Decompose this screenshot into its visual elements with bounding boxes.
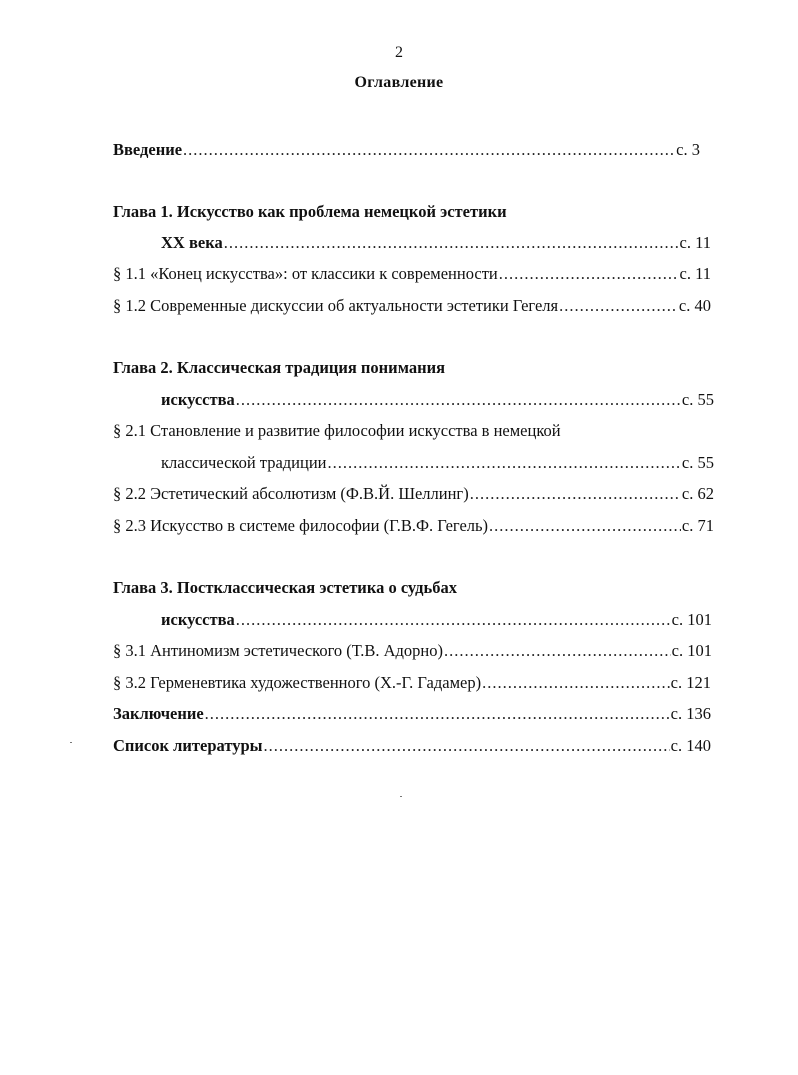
toc-entry-page: с. 55 — [681, 453, 714, 472]
toc-section-2-1-title: § 2.1 Становление и развитие философии искусства в немецкой — [113, 421, 561, 440]
toc-entry-label: искусства — [161, 610, 235, 629]
toc-chapter-3-continuation[interactable] — [0, 610, 798, 632]
toc-entry-page: с. 121 — [670, 673, 711, 692]
toc-entry-label: классической традиции — [161, 453, 327, 472]
toc-entry-page: с. 3 — [676, 140, 700, 159]
scan-speck — [400, 796, 402, 797]
leader-dots — [489, 516, 681, 536]
toc-chapter-3-title: Глава 3. Постклассическая эстетика о судьбах — [113, 578, 457, 597]
toc-entry-page: с. 40 — [678, 296, 711, 315]
toc-entry-label: § 2.2 Эстетический абсолютизм (Ф.В.Й. Шеллинг) — [113, 484, 469, 503]
toc-entry-page: с. 101 — [671, 641, 712, 660]
leader-dots — [264, 736, 670, 756]
toc-entry-label: Список литературы — [113, 736, 263, 755]
toc-entry-label: § 2.3 Искусство в системе философии (Г.В.Ф. Гегель) — [113, 516, 489, 535]
leader-dots — [470, 484, 681, 504]
leader-dots — [328, 453, 681, 473]
toc-section-2-1-continuation[interactable] — [0, 453, 798, 475]
toc-chapter-1-heading[interactable] — [0, 202, 798, 224]
scan-speck — [70, 742, 72, 743]
leader-dots — [205, 704, 670, 724]
leader-dots — [559, 296, 678, 316]
toc-entry-label: XX века — [161, 233, 223, 252]
toc-entry-page: с. 11 — [679, 264, 711, 283]
toc-entry-page: с. 140 — [670, 736, 711, 755]
toc-entry-page: с. 11 — [679, 233, 711, 252]
leader-dots — [482, 673, 670, 693]
toc-chapter-1-title: Глава 1. Искусство как проблема немецкой эстетики — [113, 202, 507, 221]
toc-section-1-1[interactable] — [0, 264, 798, 286]
toc-entry-intro[interactable] — [0, 140, 798, 162]
toc-section-2-3[interactable] — [0, 516, 798, 538]
toc-section-2-2[interactable] — [0, 484, 798, 506]
toc-entry-label: Заключение — [113, 704, 204, 723]
toc-entry-page: с. 101 — [671, 610, 712, 629]
leader-dots — [236, 610, 671, 630]
toc-entry-label: § 3.1 Антиномизм эстетического (Т.В. Адорно) — [113, 641, 443, 660]
toc-entry-label: § 3.2 Герменевтика художественного (Х.-Г. Гадамер) — [113, 673, 482, 692]
toc-entry-bibliography[interactable] — [0, 736, 798, 758]
toc-section-1-2[interactable] — [0, 296, 798, 318]
leader-dots — [499, 264, 679, 284]
toc-entry-page: с. 62 — [681, 484, 714, 503]
toc-chapter-3-heading[interactable] — [0, 578, 798, 600]
toc-entry-label: § 1.1 «Конец искусства»: от классики к современности — [113, 264, 498, 283]
toc-chapter-2-title: Глава 2. Классическая традиция понимания — [113, 358, 446, 377]
toc-chapter-2-continuation[interactable] — [0, 390, 798, 412]
toc-entry-conclusion[interactable] — [0, 704, 798, 726]
toc-entry-label: Введение — [113, 140, 183, 159]
leader-dots — [444, 641, 671, 661]
page-number: 2 — [395, 44, 403, 61]
leader-dots — [236, 390, 681, 410]
toc-chapter-2-heading[interactable] — [0, 358, 798, 380]
toc-chapter-1-continuation[interactable] — [0, 233, 798, 255]
leader-dots — [183, 140, 675, 160]
toc-entry-page: с. 136 — [670, 704, 711, 723]
leader-dots — [224, 233, 679, 253]
toc-entry-label: § 1.2 Современные дискуссии об актуальности эстетики Гегеля — [113, 296, 559, 315]
toc-section-2-1-heading[interactable] — [0, 421, 798, 443]
toc-section-3-1[interactable] — [0, 641, 798, 663]
toc-entry-page: с. 71 — [681, 516, 714, 535]
toc-entry-page: с. 55 — [681, 390, 714, 409]
toc-title: Оглавление — [354, 74, 444, 91]
toc-entry-label: искусства — [161, 390, 235, 409]
toc-section-3-2[interactable] — [0, 673, 798, 695]
